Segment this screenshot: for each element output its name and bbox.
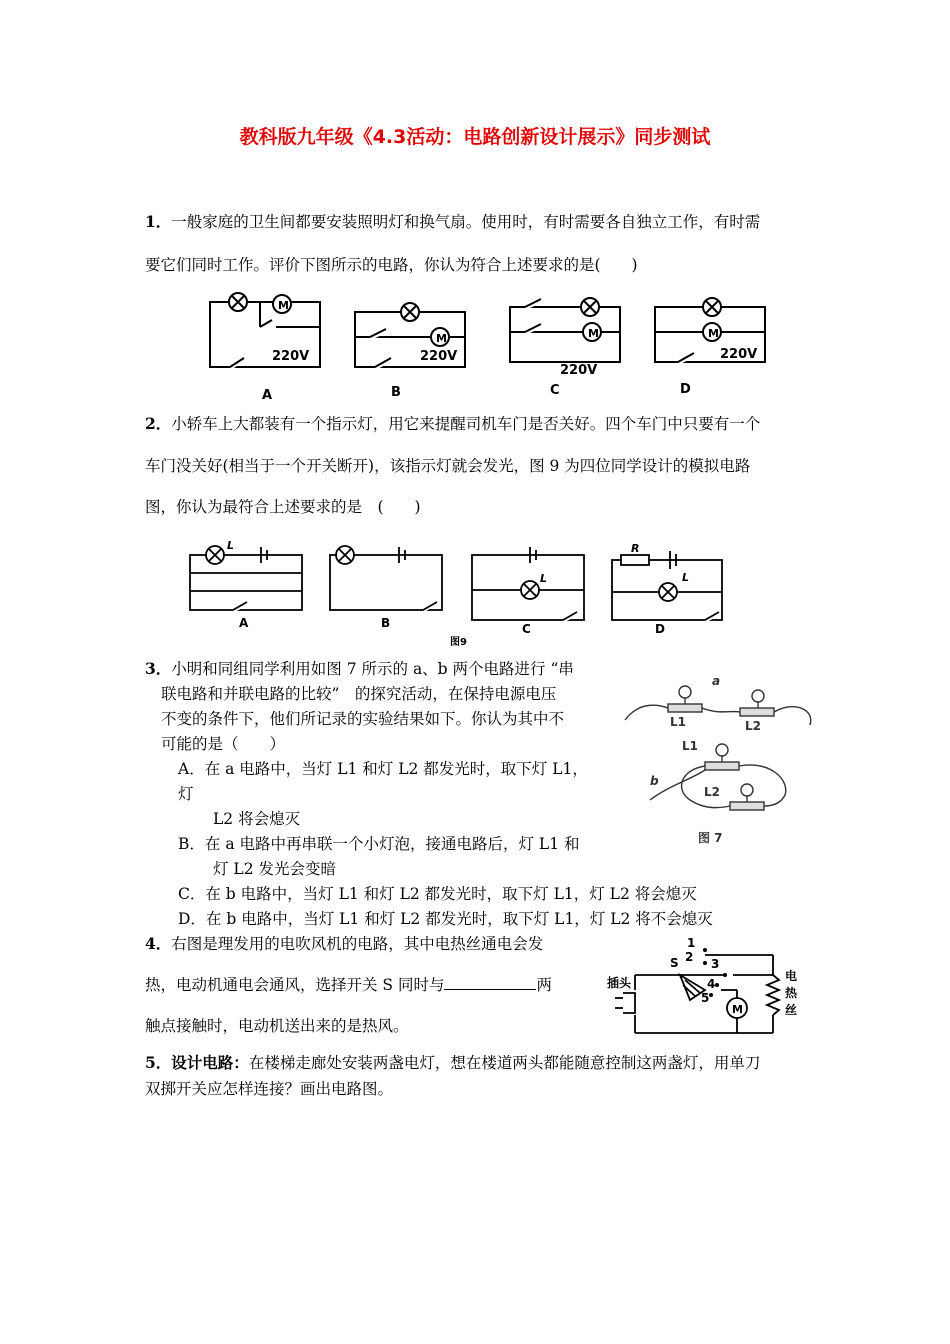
svg-text:b: b (650, 774, 659, 788)
svg-text:M: M (588, 327, 599, 340)
q4-line2: 热，电动机通电会通风，选择开关 S 同时与 两 (145, 976, 552, 994)
svg-text:L: L (682, 571, 690, 584)
svg-text:D: D (655, 622, 665, 636)
q2-line1: 2．小轿车上大都装有一个指示灯，用它来提醒司机车门是否关好。四个车门中只要有一个 (145, 414, 761, 433)
svg-text:220V: 220V (560, 363, 598, 378)
q1-circuit-diagrams (200, 292, 780, 402)
svg-text:1: 1 (687, 936, 696, 950)
q3-line1: 3．小明和同组同学利用如图 7 所示的 a、b 两个电路进行 “串 (145, 659, 574, 678)
q3-figure-7 (620, 670, 820, 850)
svg-text:220V: 220V (272, 349, 310, 364)
svg-text:图9: 图9 (450, 637, 467, 648)
svg-text:D: D (680, 382, 691, 397)
svg-text:L1: L1 (670, 715, 686, 729)
svg-text:丝: 丝 (785, 1003, 798, 1017)
q1-line2: 要它们同时工作。评价下图所示的电路，你认为符合上述要求的是( ) (145, 256, 638, 274)
svg-text:L: L (227, 539, 235, 552)
svg-text:C: C (522, 622, 531, 636)
q3-option-a3: L2 将会熄灭 (213, 810, 301, 828)
svg-text:插头: 插头 (607, 976, 632, 990)
q2-line2: 车门没关好(相当于一个开关断开)，该指示灯就会发光，图 9 为四位同学设计的模拟电路 (145, 457, 751, 475)
q3-option-d: D．在 b 电路中，当灯 L1 和灯 L2 都发光时，取下灯 L1，灯 L2 将不会熄灭 (178, 910, 713, 928)
svg-text:M: M (436, 332, 447, 345)
q2-line3: 图，你认为最符合上述要求的是 ( ) (145, 498, 421, 516)
q3-option-b2: 灯 L2 发光会变暗 (213, 860, 337, 878)
q2-circuit-c (472, 547, 584, 620)
svg-text:C: C (550, 383, 560, 398)
q2-circuit-diagrams (185, 535, 725, 647)
q2-circuit-a (190, 546, 302, 610)
q5-line1: 5．设计电路：在楼梯走廊处安装两盏电灯，想在楼道两头都能随意控制这两盏灯，用单刀 (145, 1053, 761, 1072)
q2-circuit-d (612, 551, 722, 620)
svg-text:3: 3 (711, 957, 720, 971)
svg-text:220V: 220V (720, 347, 758, 362)
answer-blank[interactable] (444, 975, 536, 990)
q3-option-c: C．在 b 电路中，当灯 L1 和灯 L2 都发光时，取下灯 L1，灯 L2 将会熄灭 (178, 885, 697, 903)
q3-line2: 联电路和并联电路的比较” 的探究活动，在保持电源电压 (161, 685, 557, 703)
q3-circuit-a (625, 686, 811, 725)
svg-text:A: A (239, 616, 249, 630)
svg-text:a: a (712, 674, 721, 688)
svg-text:S: S (670, 956, 679, 970)
svg-text:B: B (391, 385, 401, 400)
q1-line1: 1．一般家庭的卫生间都要安装照明灯和换气扇。使用时，有时需要各自独立工作，有时需 (145, 212, 761, 231)
svg-text:电: 电 (785, 969, 798, 983)
q1-circuit-c (510, 298, 620, 362)
page-title: 教科版九年级《4.3活动：电路创新设计展示》同步测试 (239, 126, 711, 148)
q4-line3: 触点接触时，电动机送出来的是热风。 (145, 1017, 409, 1035)
svg-text:热: 热 (785, 986, 798, 1000)
svg-text:4: 4 (707, 977, 716, 991)
q4-line1: 4．右图是理发用的电吹风机的电路，其中电热丝通电会发 (145, 934, 544, 953)
svg-text:2: 2 (685, 950, 694, 964)
q5-line2: 双掷开关应怎样连接？画出电路图。 (145, 1080, 394, 1098)
q3-circuit-b (650, 744, 786, 810)
q3-line4: 可能的是（ ） (161, 735, 286, 753)
q3-option-a1: A．在 a 电路中，当灯 L1 和灯 L2 都发光时，取下灯 L1， (178, 760, 588, 778)
svg-text:L1: L1 (682, 739, 698, 753)
q4-hair-dryer-circuit (605, 935, 815, 1040)
svg-text:R: R (631, 542, 640, 555)
svg-text:A: A (262, 388, 273, 403)
q3-option-a2: 灯 (178, 785, 194, 803)
svg-text:5: 5 (701, 991, 710, 1005)
svg-text:M: M (732, 1003, 743, 1016)
q2-circuit-b (330, 546, 442, 610)
svg-text:M: M (708, 327, 719, 340)
q3-line3: 不变的条件下，他们所记录的实验结果如下。你认为其中不 (161, 710, 565, 728)
svg-text:L: L (540, 572, 548, 585)
svg-text:M: M (278, 299, 289, 312)
svg-text:220V: 220V (420, 349, 458, 364)
svg-text:L2: L2 (704, 785, 720, 799)
svg-text:B: B (381, 616, 391, 630)
q3-option-b1: B．在 a 电路中再串联一个小灯泡，接通电路后，灯 L1 和 (178, 835, 580, 853)
svg-text:L2: L2 (745, 719, 761, 733)
svg-text:图 7: 图 7 (698, 831, 723, 845)
